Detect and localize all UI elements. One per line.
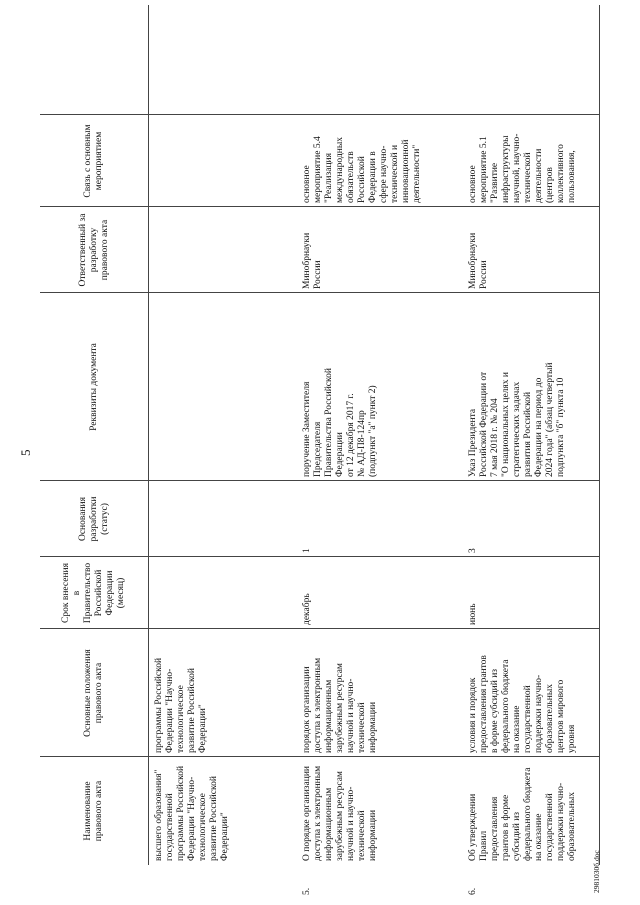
row-2-details: Указ Президента Российской Федерации от 7 мая 2018 г. № 204 "О национальных целях и стратегических задачах развития Российской Федерации на период до 2024 года" (абзац четвертый подпункта "б" пункта 10 (468, 362, 566, 477)
row-2-deadline: июнь (468, 603, 478, 625)
row-1-responsible: Минобрнауки России (302, 232, 323, 289)
row-2-name: Об утверждении Правил предоставления грантов в форме субсидий из федерального бюджета на оказание государственной поддержки научно- образовательных (468, 767, 577, 861)
row-1-deadline: декабрь (302, 593, 312, 625)
header-extra (44, 9, 144, 111)
row-0-provisions: программы Российской Федерации "Научно- технологическое развитие Российской Федерации" (154, 657, 208, 753)
row-2-basis: 3 (468, 548, 478, 553)
column-divider (40, 628, 600, 629)
row-1-number: 5. (302, 887, 312, 895)
row-1-basis: 1 (302, 548, 312, 553)
row-2-number: 6. (468, 887, 478, 895)
column-divider (40, 292, 600, 293)
row-1-details: поручение Заместителя Председателя Правительства Российской Федерации от 12 декабря 2017 г. № АД-П8-124пр (подпункт "а" пункт 2) (302, 368, 378, 477)
row-2-link: основное мероприятие 5.1 "Развитие инфраструктуры научной, научно- технической деятельности (центров коллективного пользования, (468, 133, 577, 203)
header-details: Реквизиты документа (88, 343, 99, 431)
header-divider (148, 5, 149, 865)
footer-file-code: 2981030б.doc (592, 850, 601, 893)
header-name: Наименование правового акта (83, 780, 104, 842)
table-bottom-border (599, 5, 600, 865)
row-2-responsible: Минобрнауки России (468, 232, 489, 289)
column-divider (40, 756, 600, 757)
column-divider (40, 556, 600, 557)
row-2-provisions: условия и порядок предоставления грантов в форме субсидий из федерального бюджета на оказание государственной поддержки научно- образовательных центров мирового уровня (468, 655, 577, 753)
column-divider (40, 206, 600, 207)
header-link: Связь с основным мероприятием (83, 124, 104, 198)
row-0-name: высшего образования" государственной программы Российской Федерации "Научно- технологическое развитие Российской Федерации" (154, 765, 230, 861)
row-1-name: О порядке организации доступа к электронным информационным зарубежным ресурсам научной и научно- технической информации (302, 765, 378, 861)
page-number: 5 (18, 449, 33, 456)
row-1-provisions: порядок организации доступа к электронным информационным зарубежным ресурсам научной и научно- технической информации (302, 657, 378, 753)
header-provisions: Основные положения правового акта (83, 649, 104, 737)
column-divider (40, 480, 600, 481)
row-1-link: основное мероприятие 5.4 "Реализация международных обязательств Российской Федерации в сфере научно- технической и инновационной деятельности" (302, 136, 422, 203)
header-basis: Основания разработки (статус) (77, 496, 110, 542)
header-responsible: Ответственный за разработку правового акта (77, 213, 110, 287)
column-divider (40, 114, 600, 115)
header-deadline: Срок внесения в Правительство Российской Федерации (месяц) (61, 562, 126, 624)
